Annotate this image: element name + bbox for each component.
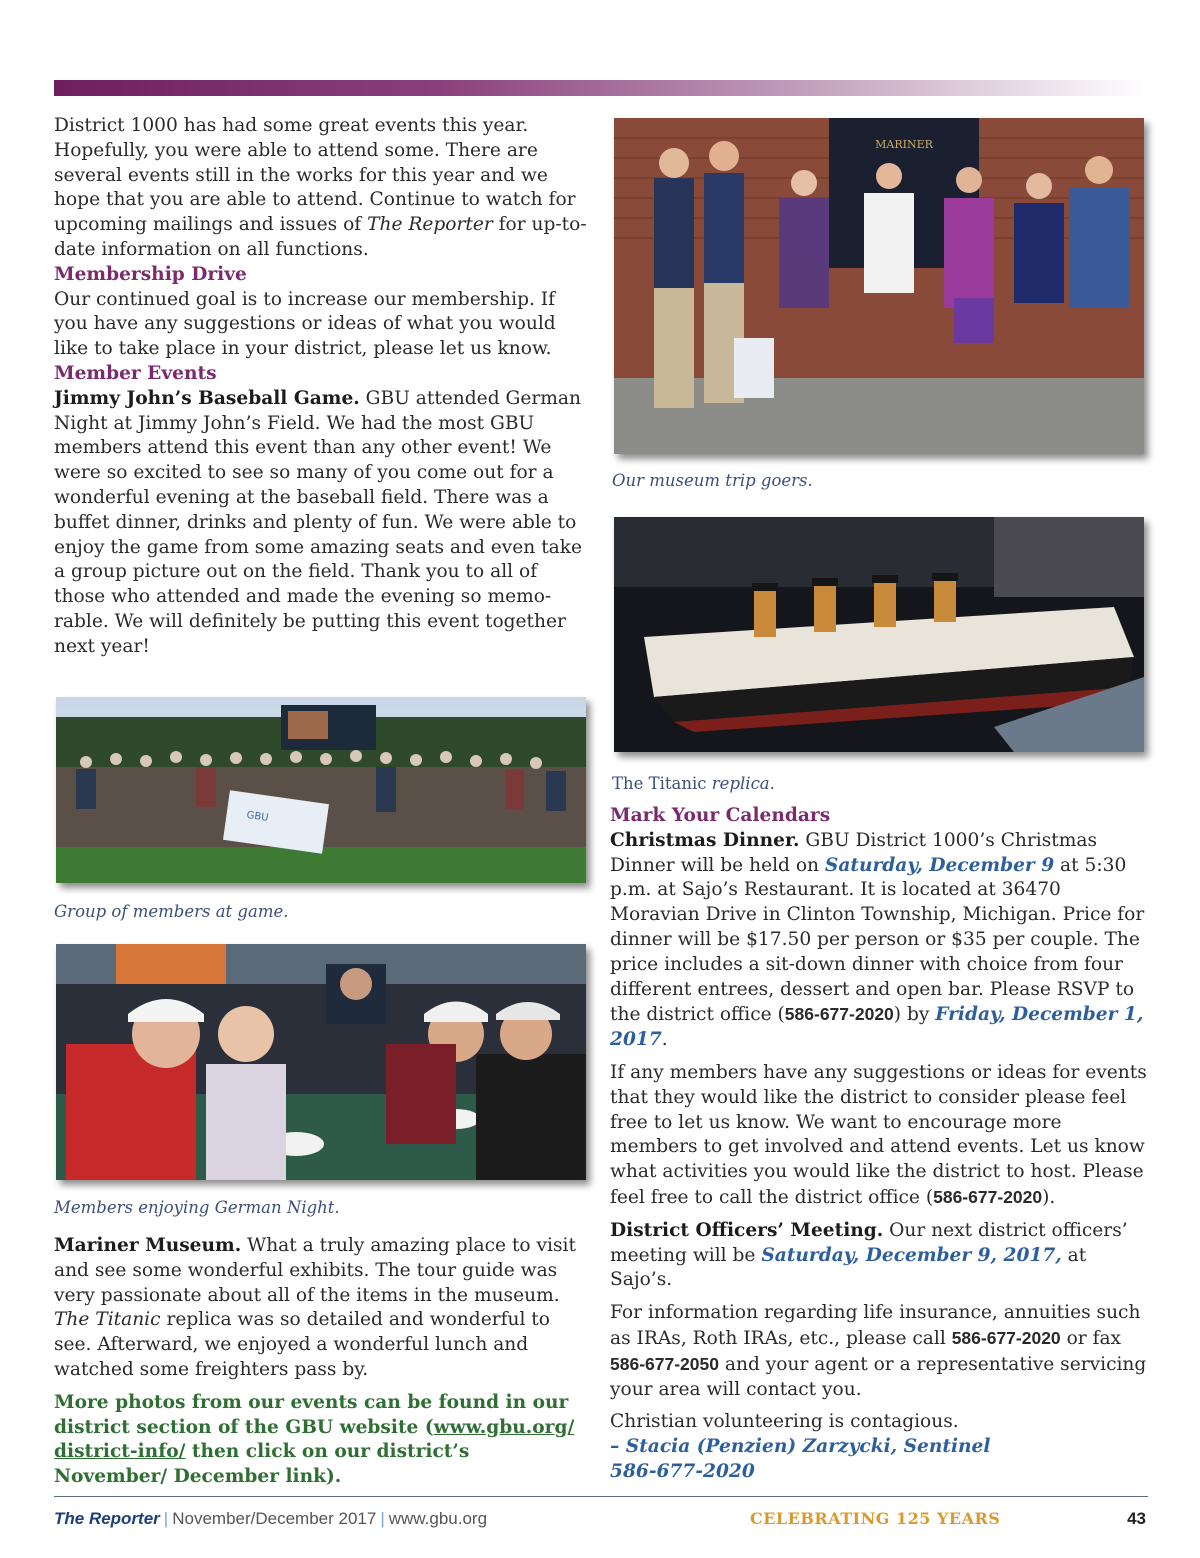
svg-text:MARINER: MARINER bbox=[875, 138, 933, 151]
footer-website[interactable]: www.gbu.org bbox=[388, 1509, 488, 1528]
german-night-photo-image bbox=[56, 944, 586, 1180]
closing-line: Christian volunteering is contagious. bbox=[610, 1411, 959, 1433]
footer-celebrating: CELEBRATING 125 YEARS bbox=[750, 1509, 1001, 1528]
caption-german-night: Members enjoying German Night. bbox=[54, 1198, 340, 1217]
insurance-paragraph: For information regarding life insurance, annuities such as IRAs, Roth IRAs, etc., please call 586-677-2020 or fax 586-677-2050 and your agent or a representative servicing your area will contact you. bbox=[610, 1302, 1147, 1400]
photo-titanic-replica bbox=[614, 517, 1144, 752]
baseball-paragraph: Jimmy John’s Baseball Game. GBU attended German Night at Jimmy John’s Field. We had the most GBU members attend this event than any other event! We were so excited to see so many of you come out for a wonderful evening at the baseball field. There was a buffet dinner, drinks and plenty of fun. We were able to enjoy the game from some amazing seats and even take a group picture out on the field. Thank you to all of those who attended and made the evening so memo-rable. We will definitely be putting this event together next year! bbox=[54, 387, 583, 657]
photo-group-at-game bbox=[56, 697, 586, 883]
issue-date: November/December 2017 bbox=[172, 1509, 377, 1528]
member-events-heading: Member Events bbox=[54, 362, 217, 384]
mariner-paragraph: Mariner Museum. What a truly amazing place to visit and see some wonderful exhibits. The tour guide was very passionate about all of the items in the museum. The Titanic replica was so detailed and wonderful to see. Afterward, we enjoyed a wonderful lunch and watched some freighters pass by. bbox=[54, 1235, 576, 1380]
footer-divider bbox=[54, 1496, 1148, 1497]
left-column-bottom bbox=[54, 1234, 588, 1490]
district-info-link[interactable]: www.gbu.org/ district-info/ bbox=[54, 1416, 575, 1463]
right-column bbox=[610, 804, 1150, 1485]
membership-paragraph: Our continued goal is to increase our membership. If you have any suggestions or ideas of what you would like to take place in your district, please let us know. bbox=[54, 288, 556, 360]
intro-paragraph: District 1000 has had some great events this year. Hopefully, you were able to attend some. There are several events still in the works for this year and we hope that you are able to attend. Continue to watch for upcoming mailings and issues of The Reporter for up-to-date information on all functions. bbox=[54, 115, 587, 260]
caption-group-at-game: Group of members at game. bbox=[54, 902, 289, 921]
more-photos-paragraph: More photos from our events can be found in our district section of the GBU website (www.gbu.org/ district-info/ then click on our district’s November/ December link). bbox=[54, 1391, 575, 1488]
page-number: 43 bbox=[1127, 1509, 1146, 1528]
caption-museum-trip: Our museum trip goers. bbox=[612, 471, 813, 490]
group-photo-image bbox=[56, 697, 586, 883]
photo-german-night bbox=[56, 944, 586, 1180]
header-gradient-bar bbox=[54, 80, 1148, 96]
membership-drive-heading: Membership Drive bbox=[54, 263, 247, 285]
suggestions-paragraph: If any members have any suggestions or ideas for events that they would like the district to consider please feel free to let us know. We want to encourage more members to get involved and attend events. Let us know what activities you would like the district to host. Please feel free to call the district office (586-677-2020). bbox=[610, 1061, 1147, 1208]
officers-meeting-paragraph: District Officers’ Meeting. Our next district officers’ meeting will be Saturday, December 9, 2017, at Sajo’s. bbox=[610, 1219, 1128, 1291]
left-column bbox=[54, 114, 588, 660]
signature-line: – Stacia (Penzien) Zarzycki, Sentinel bbox=[610, 1436, 991, 1458]
caption-titanic-replica: The Titanic replica. bbox=[612, 774, 775, 793]
signature-phone: 586-677-2020 bbox=[610, 1460, 755, 1482]
publication-name: The Reporter bbox=[54, 1509, 160, 1528]
titanic-replica-photo-image bbox=[614, 517, 1144, 752]
svg-text:GBU: GBU bbox=[245, 809, 270, 824]
footer-publication: The Reporter | November/December 2017 | www.gbu.org bbox=[54, 1509, 488, 1528]
photo-museum-trip bbox=[614, 118, 1144, 454]
christmas-dinner-paragraph: Christmas Dinner. GBU District 1000’s Christmas Dinner will be held on Saturday, December 9 at 5:30 p.m. at Sajo’s Restaurant. It is located at 36470 Moravian Drive in Clinton Township, Michigan. Price for dinner will be $17.50 per person or $35 per couple. The price includes a sit-down dinner with choice from four different entrees, dessert and open bar. Please RSVP to the district office (586-677-2020) by Friday, December 1, 2017. bbox=[610, 829, 1145, 1051]
museum-trip-photo-image bbox=[614, 118, 1144, 454]
mark-your-calendars-heading: Mark Your Calendars bbox=[610, 805, 831, 826]
